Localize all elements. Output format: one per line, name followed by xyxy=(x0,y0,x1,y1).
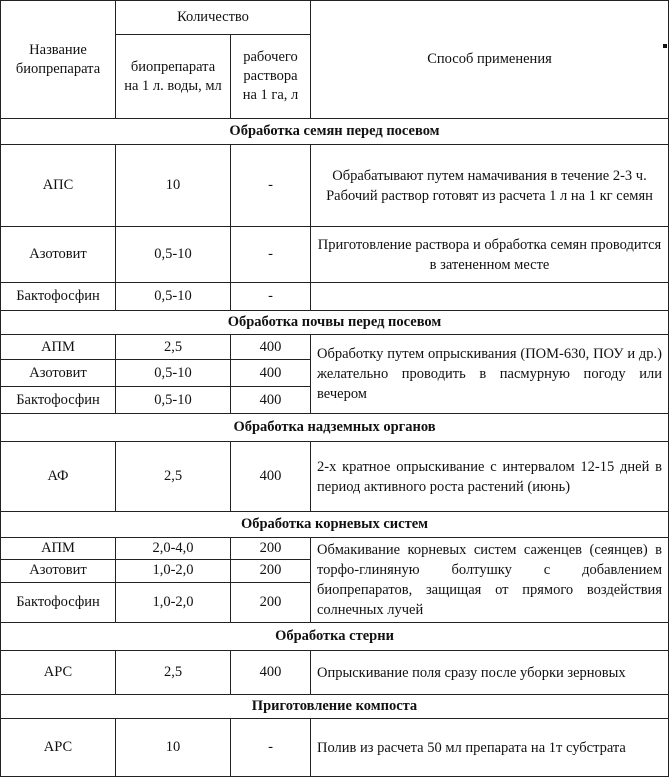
section-title: Обработка надземных органов xyxy=(1,414,669,442)
ha-dose: 400 xyxy=(231,651,311,695)
header-name: Название биопрепарата xyxy=(1,1,116,119)
preparation-name: АПМ xyxy=(1,538,116,560)
header-row xyxy=(1,1,669,35)
water-dose: 10 xyxy=(116,719,231,777)
application-method: Полив из расчета 50 мл препарата на 1т субстрата xyxy=(311,719,669,777)
application-method: Обмакивание корневых систем саженцев (сеянцев) в торфо-глиняную болтушку с добавлением биопрепаратов, защищая от прямого воздействия солнечных лучей xyxy=(311,538,669,623)
preparation-name: АРС xyxy=(1,651,116,695)
header-quantity: Количество xyxy=(116,1,311,35)
ha-dose: 200 xyxy=(231,560,311,582)
section-title-row xyxy=(1,512,669,538)
preparation-name: Бактофосфин xyxy=(1,283,116,311)
application-method: Опрыскивание поля сразу после уборки зерновых xyxy=(311,651,669,695)
table-row xyxy=(1,227,669,283)
table-row xyxy=(1,651,669,695)
water-dose: 1,0-2,0 xyxy=(116,582,231,623)
application-method: Обрабатывают путем намачивания в течение 2-3 ч. Рабочий раствор готовят из расчета 1 л на 1 кг семян xyxy=(311,145,669,227)
section-title: Приготовление компоста xyxy=(1,695,669,719)
table-row xyxy=(1,719,669,777)
header-per-ha: рабочего раствора на 1 га, л xyxy=(231,35,311,119)
ha-dose: 200 xyxy=(231,582,311,623)
section-title-row xyxy=(1,414,669,442)
water-dose: 2,0-4,0 xyxy=(116,538,231,560)
section-title-row xyxy=(1,623,669,651)
section-title: Обработка почвы перед посевом xyxy=(1,311,669,335)
section-title: Обработка корневых систем xyxy=(1,512,669,538)
water-dose: 0,5-10 xyxy=(116,227,231,283)
table-row xyxy=(1,442,669,512)
ha-dose: - xyxy=(231,145,311,227)
application-method: 2-х кратное опрыскивание с интервалом 12-15 дней в период активного роста растений (июнь) xyxy=(311,442,669,512)
ha-dose: 400 xyxy=(231,387,311,414)
section-title: Обработка стерни xyxy=(1,623,669,651)
water-dose: 10 xyxy=(116,145,231,227)
table-row xyxy=(1,145,669,227)
preparation-name: АРС xyxy=(1,719,116,777)
water-dose: 0,5-10 xyxy=(116,283,231,311)
water-dose: 0,5-10 xyxy=(116,360,231,387)
section-title-row xyxy=(1,119,669,145)
preparation-name: АПС xyxy=(1,145,116,227)
water-dose: 2,5 xyxy=(116,335,231,360)
preparation-name: Азотовит xyxy=(1,227,116,283)
ha-dose: 400 xyxy=(231,360,311,387)
preparation-name: АПМ xyxy=(1,335,116,360)
preparation-name: АФ xyxy=(1,442,116,512)
water-dose: 1,0-2,0 xyxy=(116,560,231,582)
table-row xyxy=(1,335,669,360)
preparation-name: Бактофосфин xyxy=(1,582,116,623)
header-per-water: биопрепарата на 1 л. воды, мл xyxy=(116,35,231,119)
application-method: Приготовление раствора и обработка семян проводится в затененном месте xyxy=(311,227,669,283)
ha-dose: 400 xyxy=(231,335,311,360)
ha-dose: 200 xyxy=(231,538,311,560)
section-title: Обработка семян перед посевом xyxy=(1,119,669,145)
margin-mark xyxy=(663,44,667,48)
application-method: Обработку путем опрыскивания (ПОМ-630, ПОУ и др.) желательно проводить в пасмурную погоду или вечером xyxy=(311,335,669,414)
water-dose: 2,5 xyxy=(116,442,231,512)
water-dose: 2,5 xyxy=(116,651,231,695)
water-dose: 0,5-10 xyxy=(116,387,231,414)
preparation-name: Азотовит xyxy=(1,560,116,582)
section-title-row xyxy=(1,695,669,719)
ha-dose: - xyxy=(231,283,311,311)
header-method: Способ применения xyxy=(311,1,669,119)
ha-dose: - xyxy=(231,719,311,777)
preparation-name: Бактофосфин xyxy=(1,387,116,414)
table-row xyxy=(1,538,669,560)
ha-dose: - xyxy=(231,227,311,283)
preparation-name: Азотовит xyxy=(1,360,116,387)
table-row xyxy=(1,283,669,311)
application-method xyxy=(311,283,669,311)
ha-dose: 400 xyxy=(231,442,311,512)
section-title-row xyxy=(1,311,669,335)
